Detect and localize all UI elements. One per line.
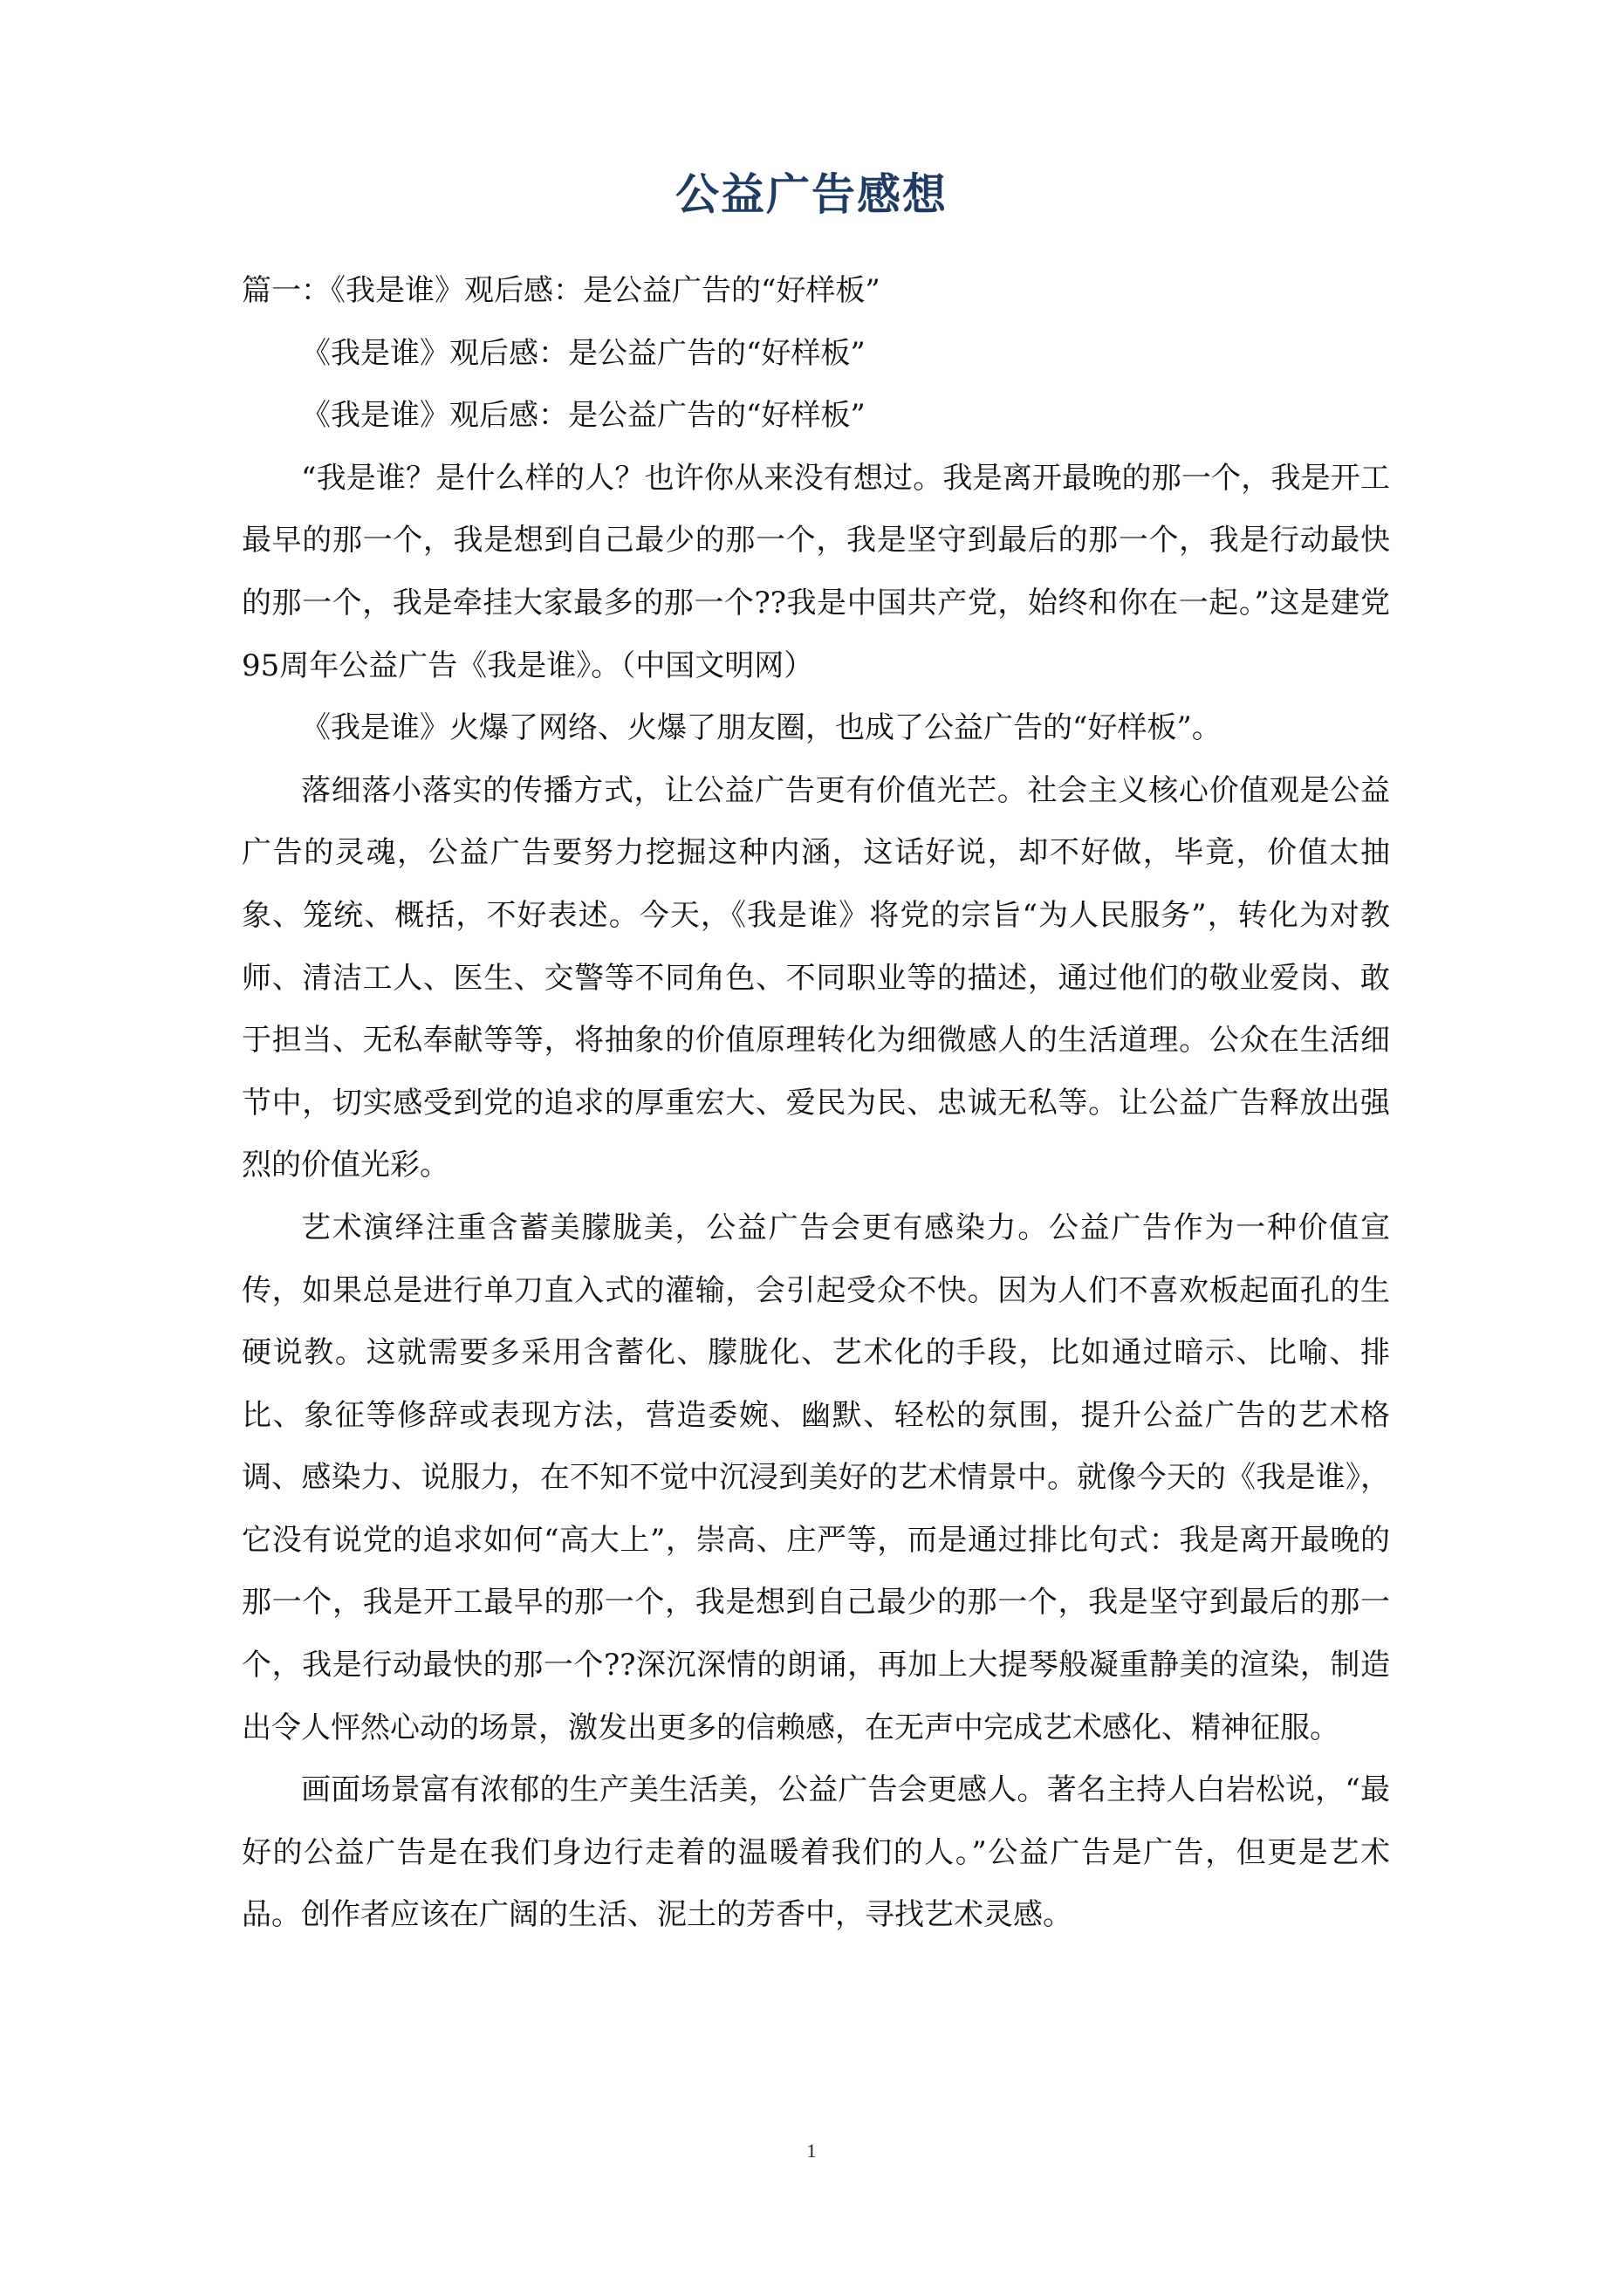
document-body xyxy=(242,260,1390,1947)
body-paragraph: “我是谁？是什么样的人？也许你从来没有想过。我是离开最晚的那一个，我是开工最早的那一个，我是想到自己最少的那一个，我是坚守到最后的那一个，我是行动最快的那一个，我是牵挂大家最多的那一个??我是中国共产党，始终和你在一起。”这是建党95周年公益广告《我是谁》。（中国文明网） xyxy=(242,460,1390,683)
body-paragraph: 画面场景富有浓郁的生产美生活美，公益广告会更感人。著名主持人白岩松说，“最好的公益广告是在我们身边行走着的温暖着我们的人。”公益广告是广告，但更是艺术品。创作者应该在广阔的生活、泥土的芳香中，寻找艺术灵感。 xyxy=(242,1772,1390,1933)
subtitle-line: 《我是谁》观后感：是公益广告的“好样板” xyxy=(301,398,866,434)
body-paragraph: 《我是谁》火爆了网络、火爆了朋友圈，也成了公益广告的“好样板”。 xyxy=(301,710,1222,746)
body-paragraph: 落细落小落实的传播方式，让公益广告更有价值光芒。社会主义核心价值观是公益广告的灵魂，公益广告要努力挖掘这种内涵，这话好说，却不好做，毕竟，价值太抽象、笼统、概括，不好表述。今天，《我是谁》将党的宗旨“为人民服务”，转化为对教师、清洁工人、医生、交警等不同角色、不同职业等的描述，通过他们的敬业爱岗、敢于担当、无私奉献等等，将抽象的价值原理转化为细微感人的生活道理。公众在生活细节中，切实感受到党的追求的厚重宏大、爱民为民、忠诚无私等。让公益广告释放出强烈的价值光彩。 xyxy=(242,772,1390,1183)
section-heading: 篇一：《我是谁》观后感：是公益广告的“好样板” xyxy=(242,273,880,308)
body-paragraph: 艺术演绎注重含蓄美朦胧美，公益广告会更有感染力。公益广告作为一种价值宣传，如果总是进行单刀直入式的灌输，会引起受众不快。因为人们不喜欢板起面孔的生硬说教。这就需要多采用含蓄化、朦胧化、艺术化的手段，比如通过暗示、比喻、排比、象征等修辞或表现方法，营造委婉、幽默、轻松的氛围，提升公益广告的艺术格调、感染力、说服力，在不知不觉中沉浸到美好的艺术情景中。就像今天的《我是谁》，它没有说党的追求如何“高大上”，崇高、庄严等，而是通过排比句式：我是离开最晚的那一个，我是开工最早的那一个，我是想到自己最少的那一个，我是坚守到最后的那一个，我是行动最快的那一个??深沉深情的朗诵，再加上大提琴般凝重静美的渲染，制造出令人怦然心动的场景，激发出更多的信赖感，在无声中完成艺术感化、精神征服。 xyxy=(242,1210,1390,1745)
subtitle-line: 《我是谁》观后感：是公益广告的“好样板” xyxy=(301,335,866,371)
page-number: 1 xyxy=(806,2140,817,2162)
document-title: 公益广告感想 xyxy=(675,169,948,220)
